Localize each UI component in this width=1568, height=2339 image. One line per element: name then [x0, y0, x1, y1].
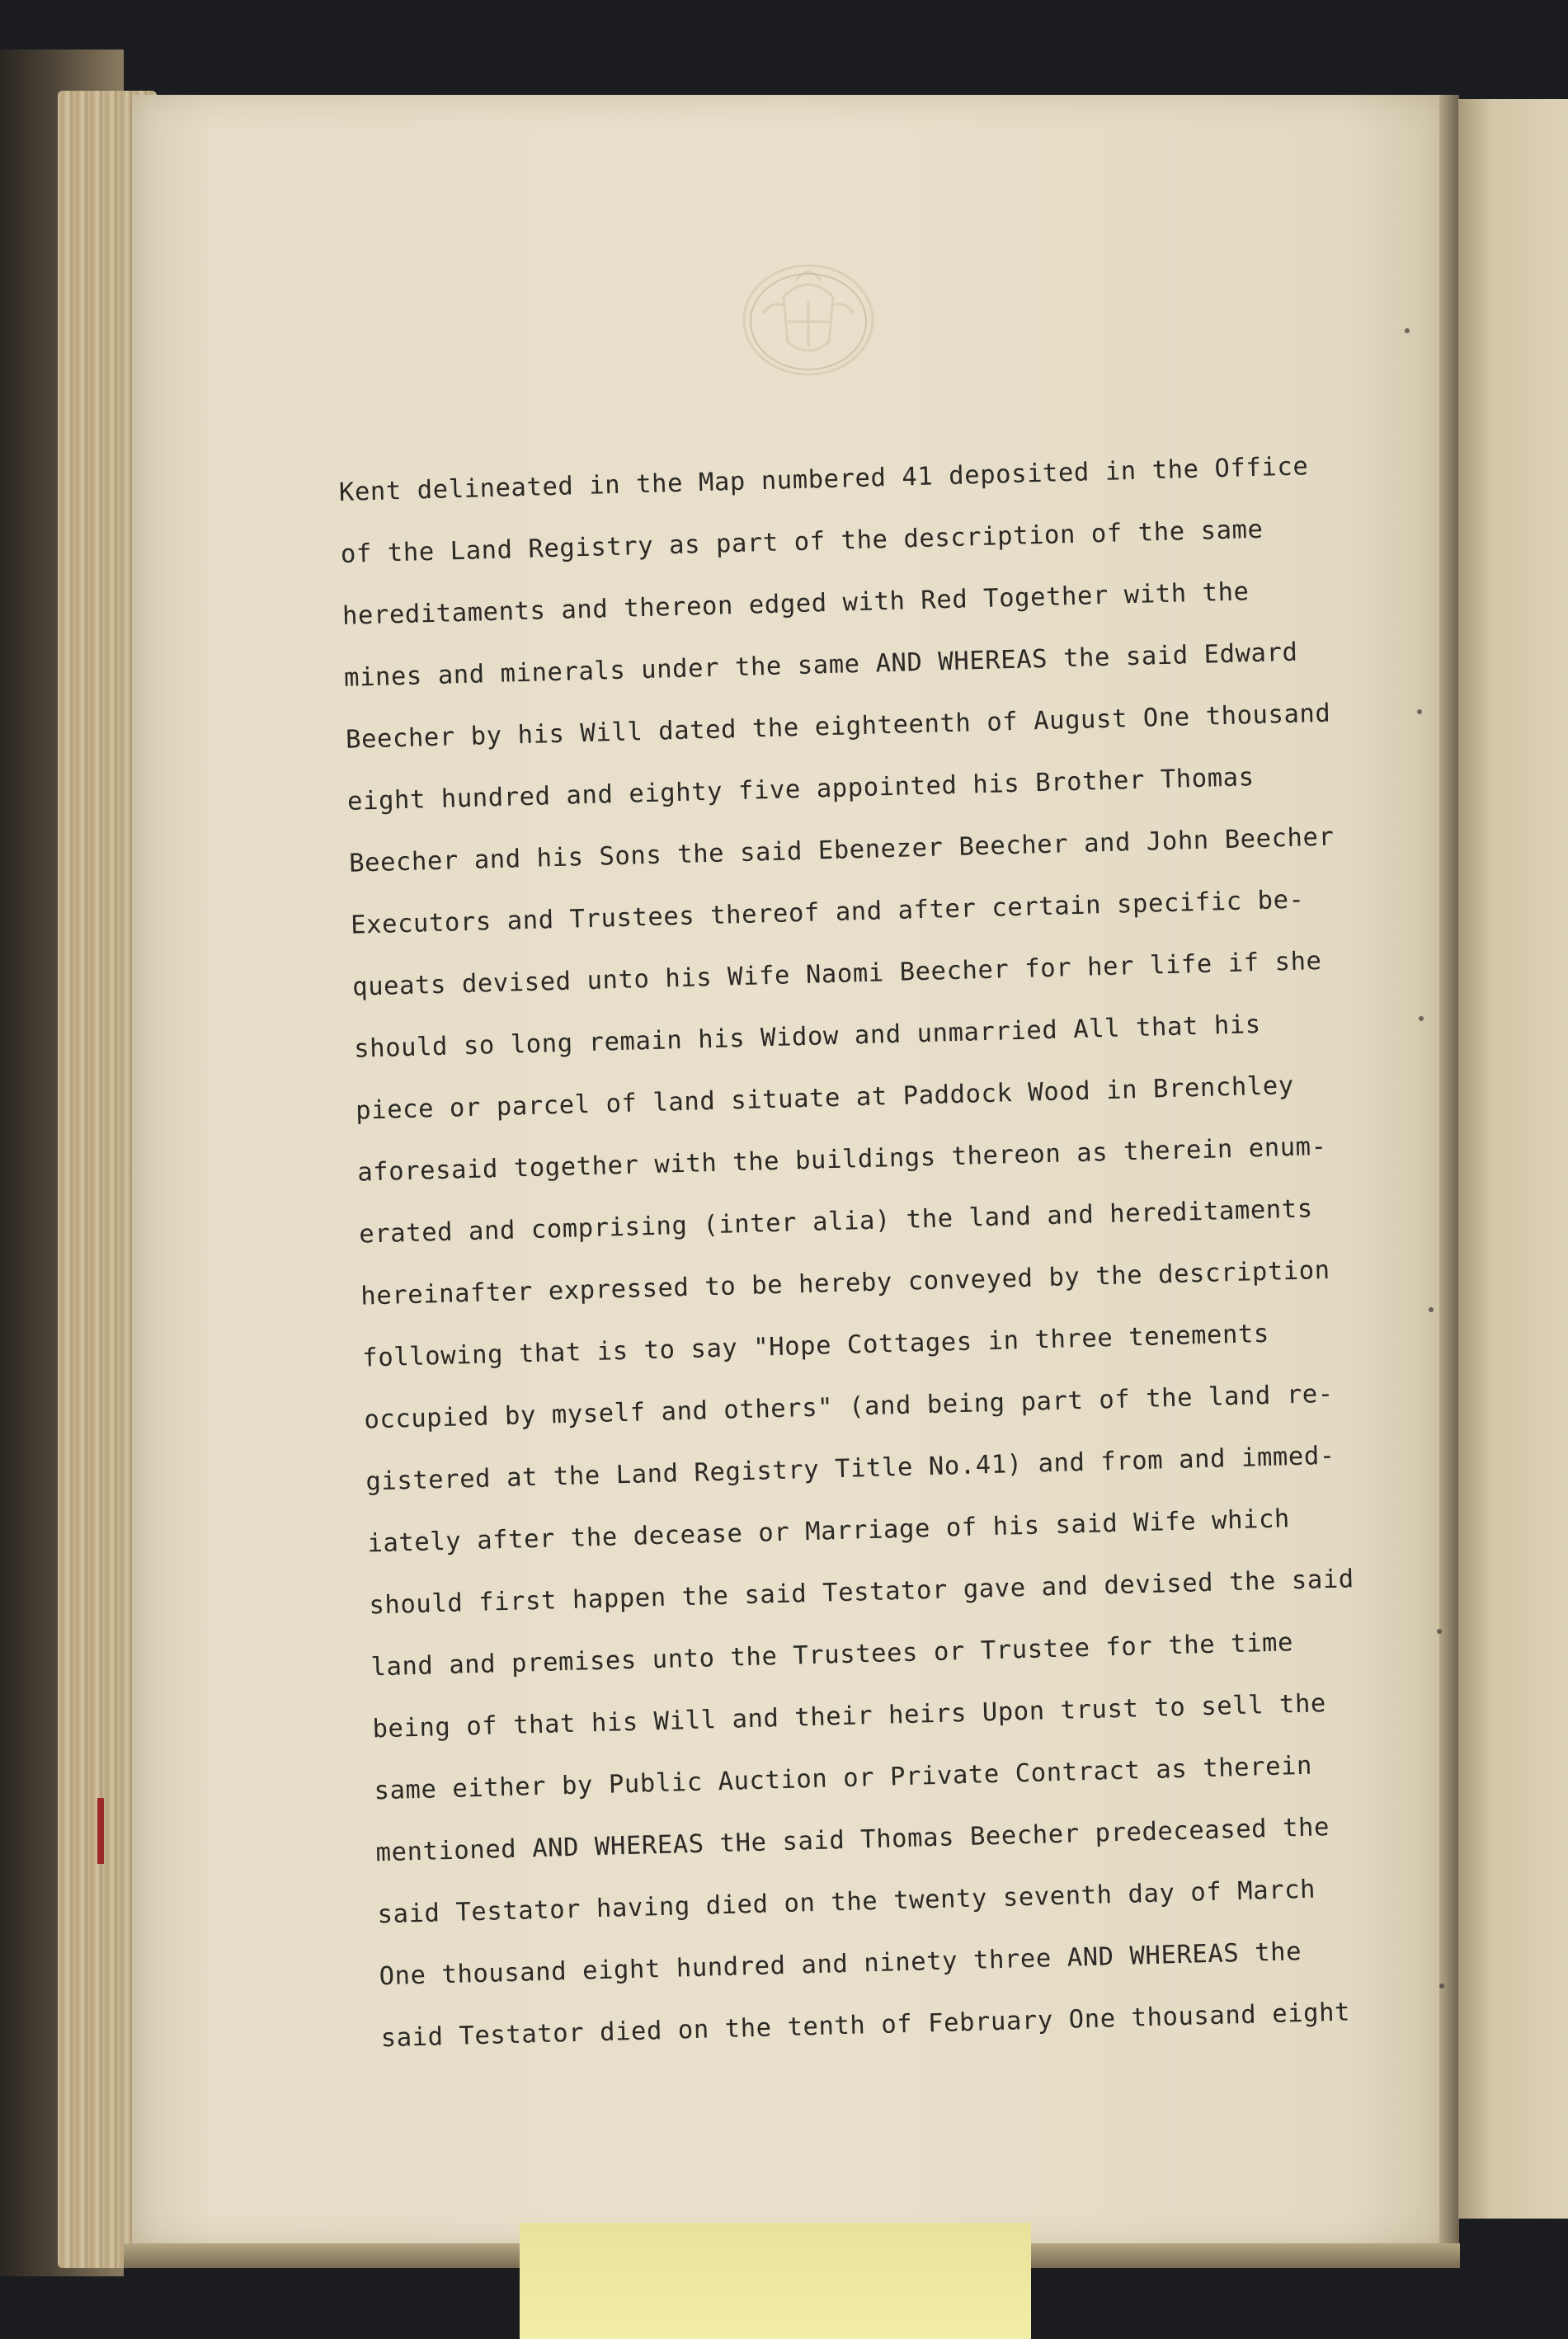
margin-mark	[1439, 1984, 1444, 1988]
text-line: being of that his Will and their heirs Upon trust to sell the	[372, 1689, 1327, 1744]
sticky-note-tab	[520, 2223, 1031, 2339]
text-line: should first happen the said Testator gave and devised the said	[369, 1565, 1355, 1621]
text-line: One thousand eight hundred and ninety three AND WHEREAS the	[379, 1937, 1302, 1992]
text-line: erated and comprising (inter alia) the land and hereditaments	[358, 1194, 1314, 1250]
royal-coat-of-arms-emboss-icon	[738, 256, 878, 379]
margin-mark	[1405, 328, 1410, 333]
text-line: same either by Public Auction or Private Contract as therein	[374, 1751, 1313, 1806]
text-line: should so long remain his Widow and unmarried All that his	[353, 1009, 1262, 1064]
deed-text-body	[338, 432, 1486, 2070]
text-line: Executors and Trustees thereof and after certain specific be-	[350, 885, 1305, 940]
text-line: eight hundred and eighty five appointed his Brother Thomas	[346, 763, 1255, 817]
margin-mark	[1419, 1016, 1424, 1021]
margin-mark	[1417, 709, 1422, 714]
text-line: said Testator died on the tenth of February One thousand eight	[380, 1998, 1351, 2054]
text-line: land and premises unto the Trustees or Trustee for the time	[370, 1628, 1294, 1682]
text-line: Beecher by his Will dated the eighteenth of August One thousand	[345, 699, 1331, 755]
text-line: mentioned AND WHEREAS tHe said Thomas Beecher predeceased the	[375, 1813, 1330, 1868]
margin-mark	[1437, 1629, 1442, 1634]
text-line: hereditaments and thereon edged with Red Together with the	[341, 577, 1250, 631]
text-line: iately after the decease or Marriage of his said Wife which	[367, 1504, 1291, 1559]
margin-mark	[1429, 1307, 1434, 1312]
text-line: mines and minerals under the same AND WHEREAS the said Edward	[343, 638, 1298, 693]
text-line: aforesaid together with the buildings thereon as therein enum-	[356, 1132, 1328, 1188]
text-line: of the Land Registry as part of the description of the same	[340, 515, 1264, 569]
text-line: said Testator having died on the twenty seventh day of March	[377, 1875, 1316, 1930]
text-line: following that is to say "Hope Cottages in three tenements	[361, 1319, 1270, 1373]
text-line: occupied by myself and others" (and being part of the land re-	[363, 1379, 1335, 1435]
text-line: piece or parcel of land situate at Paddock Wood in Brenchley	[355, 1071, 1295, 1126]
text-line: Beecher and his Sons the said Ebenezer Beecher and John Beecher	[348, 822, 1335, 878]
text-line: Kent delineated in the Map numbered 41 deposited in the Office	[338, 452, 1309, 507]
text-line: gistered at the Land Registry Title No.41) and from and immed-	[365, 1441, 1336, 1497]
ribbon-marker	[97, 1798, 104, 1864]
text-line: queats devised unto his Wife Naomi Beecher for her life if she	[351, 946, 1322, 1002]
text-line: hereinafter expressed to be hereby conveyed by the description	[360, 1255, 1331, 1311]
